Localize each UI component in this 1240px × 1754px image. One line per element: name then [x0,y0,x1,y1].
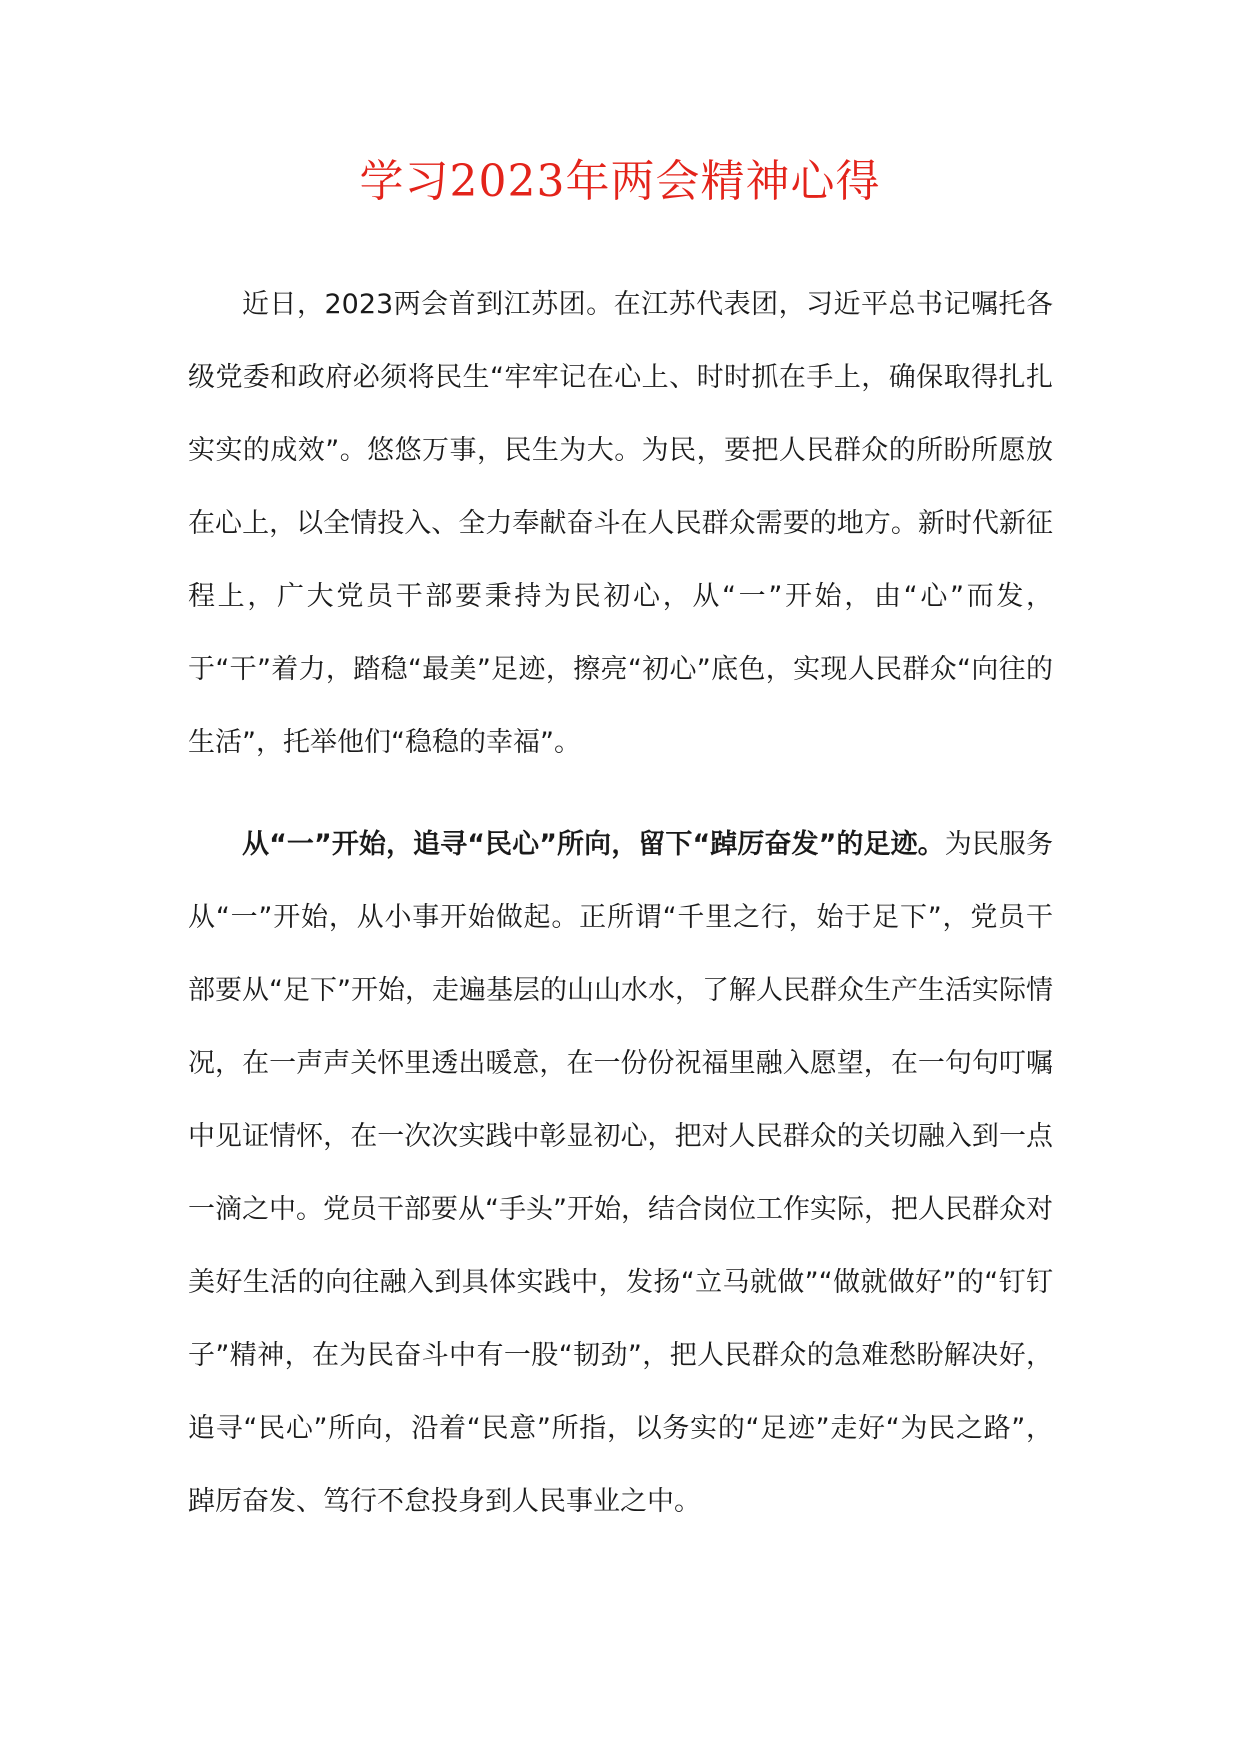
paragraph-2 [188,808,1053,1538]
paragraph-1 [188,268,1053,779]
paragraph-2-text: 为民服务从“一”开始，从小事开始做起。正所谓“千里之行，始于足下”，党员干部要从“足下”开始，走遍基层的山山水水，了解人民群众生产生活实际情况，在一声声关怀里透出暖意，在一份份祝福里融入愿望，在一句句叮嘱中见证情怀，在一次次实践中彰显初心，把对人民群众的关切融入到一点一滴之中。党员干部要从“手头”开始，结合岗位工作实际，把人民群众对美好生活的向往融入到具体实践中，发扬“立马就做”“做就做好”的“钉钉子”精神，在为民奋斗中有一股“韧劲”，把人民群众的急难愁盼解决好，追寻“民心”所向，沿着“民意”所指，以务实的“足迹”走好“为民之路”，踔厉奋发、笃行不怠投身到人民事业之中。 [188,829,1053,1517]
paragraph-2-lead: 从“一”开始，追寻“民心”所向，留下“踔厉奋发”的足迹。 [242,829,945,860]
document-title: 学习2023年两会精神心得 [359,156,881,207]
paragraph-1-text: 近日，2023两会首到江苏团。在江苏代表团，习近平总书记嘱托各级党委和政府必须将民生“牢牢记在心上、时时抓在手上，确保取得扎扎实实的成效”。悠悠万事，民生为大。为民，要把人民群众的所盼所愿放在心上，以全情投入、全力奉献奋斗在人民群众需要的地方。新时代新征程上，广大党员干部要秉持为民初心，从“一”开始，由“心”而发，于“干”着力，踏稳“最美”足迹，擦亮“初心”底色，实现人民群众“向往的生活”，托举他们“稳稳的幸福”。 [188,289,1053,758]
